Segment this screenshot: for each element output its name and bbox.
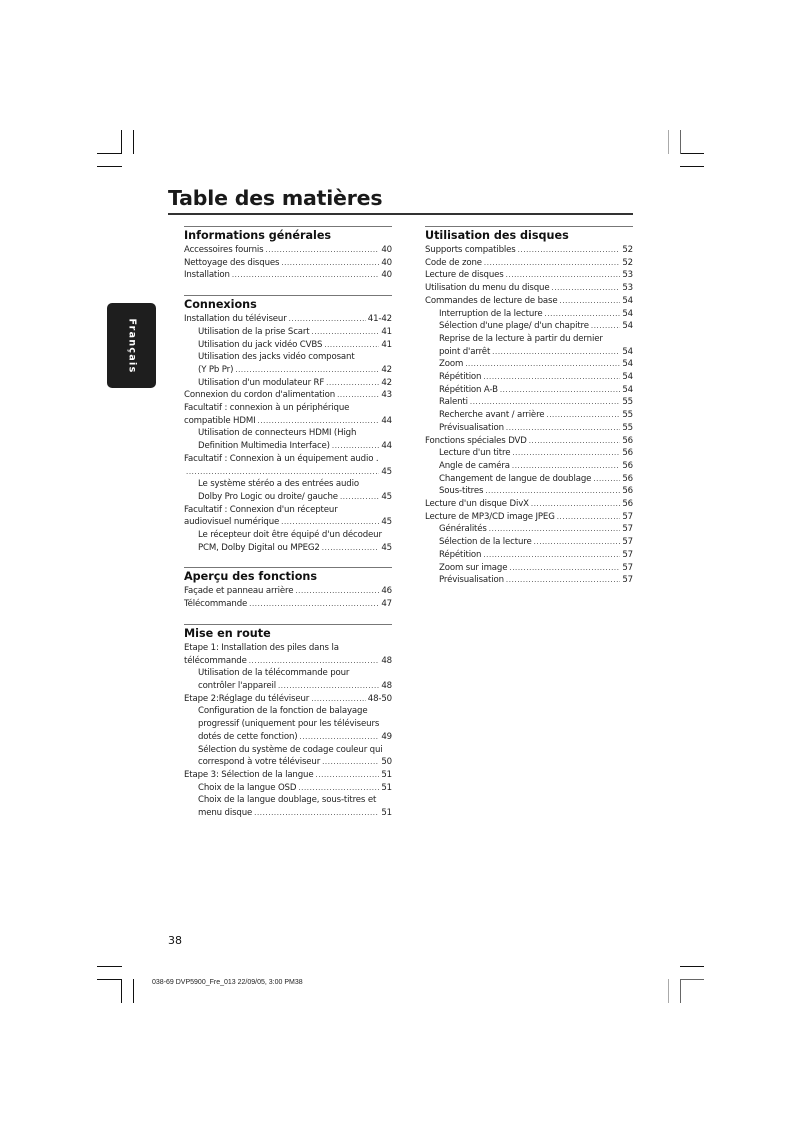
toc-entry[interactable] [425,574,633,587]
dot-leader [506,269,621,282]
toc-page-number: 41-42 [367,314,392,325]
toc-page-number: 53 [622,283,633,294]
toc-entry-text: Etape 1: Installation des piles dans la [184,642,339,653]
dot-leader [322,542,380,555]
toc-entry-label: Prévisualisation [439,422,504,433]
toc-entry-label: Lecture de MP3/CD image JPEG [425,511,555,522]
toc-entry-label: Accessoires fournis [184,245,264,255]
section-title: Mise en route [184,626,271,640]
toc-section [184,226,392,282]
toc-page-number: 47 [381,599,392,610]
toc-entry-text: Facultatif : connexion à un périphérique [184,403,350,414]
dot-leader [484,257,620,270]
dot-leader [591,320,620,333]
dot-leader [186,466,379,479]
toc-page-number: 41 [381,326,392,337]
toc-entry[interactable] [425,269,633,282]
dot-leader [281,257,379,270]
dot-leader [315,769,379,782]
toc-page-number: 57 [622,537,633,548]
toc-entry[interactable] [425,333,633,358]
dot-leader [311,693,366,706]
toc-page-number: 54 [622,295,633,306]
toc-entry-label: Choix de la langue OSD [198,782,297,793]
toc-page-number: 50 [381,757,392,768]
toc-entry-label: télécommande [184,655,247,666]
dot-leader [500,384,621,397]
toc-entry-label: audiovisuel numérique [184,517,280,528]
toc-page-number: 55 [622,410,633,421]
toc-entry[interactable] [425,435,633,448]
toc-entry[interactable] [425,396,633,409]
toc-entry-text: progressif (uniquement pour les téléviseurs [198,719,380,730]
toc-entry-label: Utilisation de la prise Scart [198,326,310,337]
toc-page-number: 57 [622,524,633,535]
toc-page-number: 45 [381,466,392,477]
dot-leader [340,491,379,504]
toc-page-number: 57 [622,562,633,573]
dot-leader [529,435,621,448]
toc-entry-text: Configuration de la fonction de balayage [198,706,368,717]
toc-entry-label: Installation [184,270,230,281]
toc-entry[interactable] [184,667,392,692]
dot-leader [249,655,380,668]
toc-entry-label: Sélection de la lecture [439,537,532,548]
dot-leader [465,358,620,371]
dot-leader [551,282,620,295]
dot-leader [518,244,621,257]
dot-leader [531,498,620,511]
toc-entry[interactable] [184,244,392,257]
dot-leader [489,523,621,536]
toc-entry-label: Lecture de disques [425,270,504,281]
toc-entry-text: Facultatif : Connexion d'un récepteur [184,504,338,515]
toc-page-number: 40 [381,245,392,255]
toc-entry-label: Dolby Pro Logic ou droite/ gauche [198,491,338,502]
toc-entry[interactable] [425,295,633,308]
dot-leader [544,308,620,321]
toc-entry[interactable] [184,427,392,452]
dot-leader [281,516,379,529]
toc-entry-label: PCM, Dolby Digital ou MPEG2 [198,542,320,553]
dot-leader [257,415,379,428]
toc-entry-label: Supports compatibles [425,245,516,255]
toc-entry[interactable] [184,478,392,503]
section-title: Informations générales [184,229,332,242]
toc-page-number: 57 [622,511,633,522]
toc-page-number: 45 [381,517,392,528]
dot-leader [506,574,620,587]
toc-page-number: 51 [381,769,392,780]
toc-entry-label: Utilisation du menu du disque [425,283,550,294]
toc-entry[interactable] [184,326,392,339]
toc-entry-label: Généralités [439,524,487,535]
dot-leader [509,562,620,575]
dot-leader [483,549,620,562]
toc-page-number: 54 [622,346,633,357]
toc-entry-label: Prévisualisation [439,575,504,586]
toc-entry-label: dotés de cette fonction) [198,731,298,742]
title-divider [168,213,633,215]
toc-entry-text: Reprise de la lecture à partir du dernier [439,333,603,344]
toc-entry[interactable] [425,473,633,486]
toc-entry[interactable] [184,269,392,282]
toc-entry[interactable] [184,257,392,270]
toc-entry-label: Répétition [439,372,482,383]
toc-entry-label: Angle de caméra [439,460,510,471]
dot-leader [593,473,620,486]
toc-page-number: 54 [622,359,633,370]
toc-entry-text: Le système stéréo a des entrées audio [198,479,359,490]
toc-page-number: 56 [622,486,633,497]
toc-page-number: 51 [381,808,392,819]
toc-entry-label: Zoom sur image [439,562,508,573]
dot-leader [546,409,620,422]
toc-entry[interactable] [425,244,633,257]
toc-entry[interactable] [425,371,633,384]
toc-entry-label: menu disque [198,808,253,819]
toc-entry[interactable] [425,384,633,397]
language-tab [107,303,156,388]
toc-entry[interactable] [425,409,633,422]
section-title: Aperçu des fonctions [184,570,318,584]
dot-leader [322,756,379,769]
print-slug: 038-69 DVP5900_Fre_013 22/09/05, 3:00 PM38 [152,979,303,986]
toc-entry-label: Lecture d'un titre [439,448,511,459]
toc-entry[interactable] [425,562,633,575]
dot-leader [254,807,379,820]
toc-entry[interactable] [425,523,633,536]
dot-leader [326,377,379,390]
toc-section [184,295,392,554]
language-tab-label: Français [126,317,137,374]
toc-entry[interactable] [184,351,392,376]
toc-entry[interactable] [425,549,633,562]
section-title: Utilisation des disques [425,229,569,242]
toc-entry-label: Utilisation d'un modulateur RF [198,377,325,388]
toc-page-number: 48-50 [367,693,392,704]
toc-page-number: 42 [381,377,392,388]
toc-entry[interactable] [184,642,392,667]
toc-section [184,567,392,610]
dot-leader [278,680,379,693]
toc-entry-label: Recherche avant / arrière [439,410,545,421]
toc-entry-label: Répétition A-B [439,384,498,395]
dot-leader [559,295,620,308]
toc-entry-label: compatible HDMI [184,415,256,426]
toc-entry-label: Definition Multimedia Interface) [198,441,330,452]
toc-entry-label: correspond à votre téléviseur [198,757,321,768]
toc-entry[interactable] [184,402,392,427]
toc-page-number: 48 [381,680,392,691]
dot-leader [483,371,620,384]
toc-entry[interactable] [425,447,633,460]
toc-entry[interactable] [184,529,392,554]
toc-entry[interactable] [184,585,392,598]
toc-entry-label: Connexion du cordon d'alimentation [184,390,336,401]
toc-entry[interactable] [184,389,392,402]
toc-entry[interactable] [184,782,392,795]
dot-leader [332,440,379,453]
dot-leader [506,422,620,435]
toc-page-number: 55 [622,397,633,408]
dot-leader [512,447,620,460]
toc-page-number: 51 [381,782,392,793]
toc-page-number: 40 [381,257,392,268]
toc-entry[interactable] [184,313,392,326]
dot-leader [265,244,379,257]
toc-entry[interactable] [425,282,633,295]
toc-entry-label: Sous-titres [439,486,484,497]
toc-entry-label: Ralenti [439,397,468,408]
toc-page-number: 57 [622,575,633,586]
toc-entry-label: point d'arrêt [439,346,491,357]
toc-page-number: 43 [381,390,392,401]
toc-entry[interactable] [184,794,392,819]
toc-page-number: 54 [622,384,633,395]
toc-entry-text: Utilisation de connecteurs HDMI (High [198,428,357,439]
toc-section [184,624,392,820]
toc-entry[interactable] [184,705,392,743]
dot-leader [337,389,379,402]
toc-entry[interactable] [425,536,633,549]
toc-entry-label: Télécommande [184,599,248,610]
dot-leader [485,485,620,498]
toc-entry-label: Installation du téléviseur [184,314,287,325]
toc-page-number: 45 [381,491,392,502]
toc-page-number: 45 [381,542,392,553]
toc-entry[interactable] [184,598,392,611]
dot-leader [300,731,380,744]
toc-entry-text: Le récepteur doit être équipé d'un décodeur [198,530,382,541]
dot-leader [289,313,366,326]
toc-entry-label: Code de zone [425,257,482,268]
toc-page-number: 55 [622,422,633,433]
toc-entry[interactable] [425,320,633,333]
toc-entry-text: Choix de la langue doublage, sous-titres et [198,795,377,806]
toc-page-number: 56 [622,460,633,471]
dot-leader [249,598,379,611]
toc-entry[interactable] [425,485,633,498]
toc-entry-label: Changement de langue de doublage [439,473,592,484]
toc-entry-text: Utilisation de la télécommande pour [198,668,350,679]
section-title: Connexions [184,298,257,312]
toc-page-number: 44 [381,441,392,452]
toc-left-column [184,226,392,833]
toc-entry-label: Etape 3: Sélection de la langue [184,769,314,780]
dot-leader [492,346,620,359]
toc-entry[interactable] [184,339,392,352]
toc-entry[interactable] [184,453,392,478]
dot-leader [298,782,379,795]
toc-entry-label: Répétition [439,549,482,560]
toc-entry[interactable] [184,744,392,769]
toc-entry-label: Nettoyage des disques [184,257,280,268]
toc-entry[interactable] [425,511,633,524]
dot-leader [312,326,380,339]
toc-page-number: 56 [622,499,633,510]
toc-page-number: 52 [622,257,633,268]
toc-page-number: 42 [381,364,392,375]
toc-right-column [425,226,633,600]
toc-entry-label: contrôler l'appareil [198,680,276,691]
dot-leader [470,396,620,409]
toc-page-number: 56 [622,473,633,484]
toc-page-number: 54 [622,308,633,319]
toc-entry-label: Zoom [439,359,464,370]
toc-entry-text: Facultatif : Connexion à un équipement audio . [184,453,379,464]
dot-leader [324,339,379,352]
toc-page-number: 49 [381,731,392,742]
toc-entry-label: (Y Pb Pr) [198,364,234,375]
toc-entry-label: Lecture d'un disque DivX [425,499,529,510]
dot-leader [512,460,620,473]
dot-leader [295,585,379,598]
toc-entry-label: Fonctions spéciales DVD [425,435,527,446]
toc-entry[interactable] [425,358,633,371]
toc-page-number: 44 [381,415,392,426]
page-title: Table des matières [168,186,383,210]
dot-leader [557,511,621,524]
toc-entry[interactable] [184,377,392,390]
toc-entry[interactable] [184,693,392,706]
toc-page-number: 56 [622,448,633,459]
toc-entry-label: Interruption de la lecture [439,308,543,319]
toc-entry[interactable] [425,498,633,511]
dot-leader [235,364,379,377]
toc-section [425,226,633,587]
toc-entry-text: Utilisation des jacks vidéo composant [198,352,355,363]
toc-entry-label: Utilisation du jack vidéo CVBS [198,339,323,350]
toc-entry-label: Sélection d'une plage/ d'un chapitre [439,321,589,332]
toc-entry[interactable] [425,308,633,321]
page-number: 38 [168,934,182,947]
toc-page-number: 48 [381,655,392,666]
toc-page-number: 54 [622,321,633,332]
toc-page-number: 46 [381,586,392,597]
toc-page-number: 53 [622,270,633,281]
dot-leader [232,269,380,282]
toc-page-number: 56 [622,435,633,446]
toc-page-number: 52 [622,245,633,255]
toc-entry-label: Commandes de lecture de base [425,295,558,306]
toc-page-number: 40 [381,270,392,281]
toc-entry[interactable] [184,769,392,782]
toc-page-number: 57 [622,549,633,560]
toc-page-number: 54 [622,372,633,383]
toc-entry[interactable] [425,257,633,270]
toc-entry[interactable] [425,422,633,435]
toc-entry-text: Sélection du système de codage couleur qui [198,744,383,755]
toc-page-number: 41 [381,339,392,350]
toc-entry-label: Etape 2:Réglage du téléviseur [184,693,310,704]
toc-entry[interactable] [184,504,392,529]
toc-entry-label: Façade et panneau arrière [184,586,294,597]
dot-leader [534,536,621,549]
toc-entry[interactable] [425,460,633,473]
